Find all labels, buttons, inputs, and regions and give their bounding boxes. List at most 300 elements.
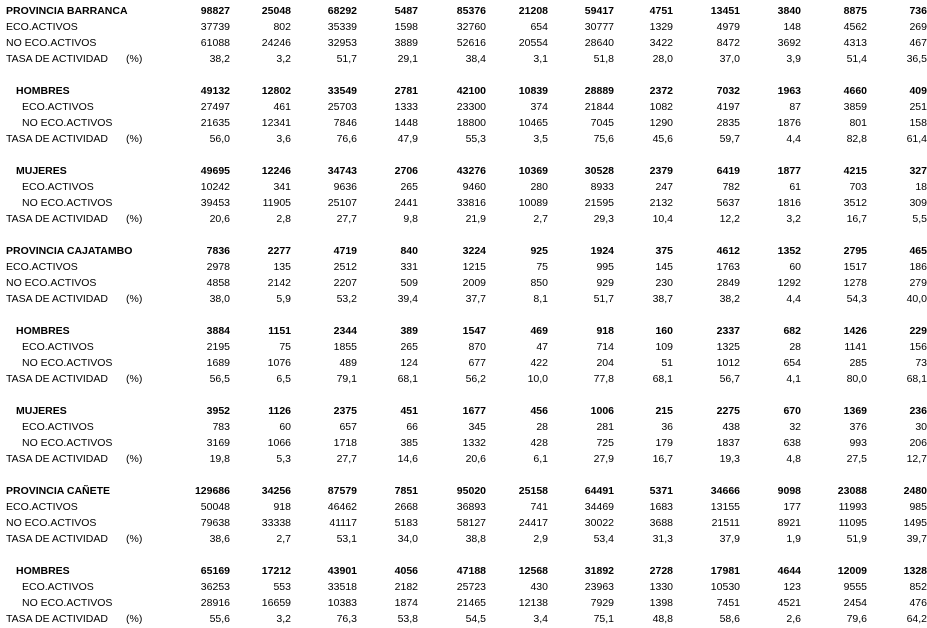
table-cell: 736 — [909, 5, 927, 17]
table-cell: 82,8 — [846, 133, 867, 145]
table-row — [0, 163, 927, 179]
table-cell: 438 — [722, 421, 740, 433]
table-cell: 35339 — [327, 21, 357, 33]
table-cell: 42100 — [456, 85, 486, 97]
table-cell: 469 — [530, 325, 548, 337]
table-row — [0, 595, 927, 611]
table-cell: 1278 — [843, 277, 867, 289]
table-cell: 682 — [783, 325, 801, 337]
table-cell: 160 — [655, 325, 673, 337]
table-cell: 53,4 — [593, 533, 614, 545]
table-cell: 341 — [273, 181, 291, 193]
table-cell: 2849 — [716, 277, 740, 289]
row-label: TASA DE ACTIVIDAD — [6, 373, 108, 385]
table-cell: 670 — [783, 405, 801, 417]
table-cell: 2275 — [716, 405, 740, 417]
table-cell: 95020 — [456, 485, 486, 497]
table-cell: 37739 — [200, 21, 230, 33]
table-cell: 1329 — [649, 21, 673, 33]
table-cell: 28889 — [584, 85, 614, 97]
table-cell: 2375 — [333, 405, 357, 417]
table-cell: 64491 — [584, 485, 614, 497]
table-cell: 36 — [661, 421, 673, 433]
table-cell: 3,4 — [533, 613, 548, 625]
table-cell: 10,4 — [652, 213, 673, 225]
row-label: TASA DE ACTIVIDAD — [6, 213, 108, 225]
table-cell: 40,0 — [906, 293, 927, 305]
table-cell: 4719 — [333, 245, 357, 257]
table-cell: 17981 — [710, 565, 740, 577]
table-cell: 186 — [909, 261, 927, 273]
table-cell: 281 — [596, 421, 614, 433]
table-cell: 993 — [849, 437, 867, 449]
table-cell: 1290 — [649, 117, 673, 129]
table-cell: 36893 — [456, 501, 486, 513]
table-cell: 1683 — [649, 501, 673, 513]
table-cell: 638 — [783, 437, 801, 449]
table-cell: 12,7 — [906, 453, 927, 465]
table-cell: 428 — [530, 437, 548, 449]
row-label: MUJERES — [16, 165, 67, 177]
table-cell: 17212 — [261, 565, 291, 577]
table-cell: 4612 — [716, 245, 740, 257]
table-cell: 38,0 — [209, 293, 230, 305]
table-cell: 29,3 — [593, 213, 614, 225]
table-cell: 7045 — [590, 117, 614, 129]
table-cell: 38,8 — [465, 533, 486, 545]
table-cell: 509 — [400, 277, 418, 289]
table-cell: 3224 — [462, 245, 486, 257]
table-cell: 16,7 — [652, 453, 673, 465]
table-cell: 33518 — [327, 581, 357, 593]
table-cell: 451 — [400, 405, 418, 417]
table-row — [0, 403, 927, 419]
row-label: NO ECO.ACTIVOS — [6, 277, 97, 289]
row-label: TASA DE ACTIVIDAD — [6, 453, 108, 465]
table-cell: 4979 — [716, 21, 740, 33]
table-cell: 4,1 — [786, 373, 801, 385]
table-cell: 5,3 — [276, 453, 291, 465]
table-cell: 1495 — [903, 517, 927, 529]
table-cell: 7836 — [206, 245, 230, 257]
table-cell: 10839 — [518, 85, 548, 97]
table-cell: 7846 — [333, 117, 357, 129]
table-row — [0, 563, 927, 579]
table-cell: 309 — [909, 197, 927, 209]
table-cell: 657 — [339, 421, 357, 433]
table-cell: 12138 — [518, 597, 548, 609]
table-cell: 51,8 — [593, 53, 614, 65]
row-label: ECO.ACTIVOS — [6, 261, 78, 273]
table-cell: 10369 — [518, 165, 548, 177]
table-cell: 4660 — [843, 85, 867, 97]
table-cell: 46462 — [327, 501, 357, 513]
table-cell: 3952 — [206, 405, 230, 417]
table-cell: 236 — [909, 405, 927, 417]
table-row — [0, 515, 927, 531]
table-cell: 10,0 — [527, 373, 548, 385]
table-cell: 25158 — [518, 485, 548, 497]
table-cell: 33338 — [261, 517, 291, 529]
table-cell: 75,1 — [593, 613, 614, 625]
row-label: ECO.ACTIVOS — [6, 501, 78, 513]
table-cell: 1126 — [268, 405, 291, 417]
table-cell: 13451 — [710, 5, 740, 17]
table-cell: 58,6 — [719, 613, 740, 625]
table-cell: 79,1 — [336, 373, 357, 385]
table-cell: 5,9 — [276, 293, 291, 305]
table-cell: 9,8 — [403, 213, 418, 225]
table-cell: 1763 — [716, 261, 740, 273]
table-cell: 2441 — [394, 197, 418, 209]
row-label: ECO.ACTIVOS — [6, 21, 78, 33]
table-cell: 229 — [909, 325, 927, 337]
table-cell: 741 — [530, 501, 548, 513]
table-cell: 783 — [212, 421, 230, 433]
table-cell: 3,5 — [533, 133, 548, 145]
table-cell: 80,0 — [846, 373, 867, 385]
table-cell: 27,7 — [336, 213, 357, 225]
table-cell: 18 — [915, 181, 927, 193]
table-cell: 8472 — [716, 37, 740, 49]
table-cell: 1352 — [777, 245, 801, 257]
row-label: ECO.ACTIVOS — [22, 101, 94, 113]
table-cell: 1598 — [394, 21, 418, 33]
row-label: NO ECO.ACTIVOS — [6, 37, 97, 49]
percent-unit: (%) — [126, 613, 143, 625]
table-cell: 3692 — [777, 37, 801, 49]
table-row — [0, 531, 927, 547]
table-cell: 553 — [273, 581, 291, 593]
table-cell: 135 — [273, 261, 291, 273]
table-cell: 85376 — [456, 5, 486, 17]
table-cell: 47188 — [456, 565, 486, 577]
row-label: ECO.ACTIVOS — [22, 341, 94, 353]
table-row — [0, 355, 927, 371]
table-cell: 10465 — [518, 117, 548, 129]
table-cell: 1837 — [716, 437, 740, 449]
table-cell: 1151 — [268, 325, 291, 337]
table-cell: 31,3 — [652, 533, 673, 545]
table-cell: 68,1 — [652, 373, 673, 385]
table-cell: 98827 — [200, 5, 230, 17]
row-label: NO ECO.ACTIVOS — [22, 357, 113, 369]
table-cell: 1292 — [777, 277, 801, 289]
table-cell: 55,6 — [209, 613, 230, 625]
percent-unit: (%) — [126, 373, 143, 385]
table-cell: 4562 — [843, 21, 867, 33]
table-cell: 30528 — [584, 165, 614, 177]
table-cell: 28640 — [584, 37, 614, 49]
table-cell: 3840 — [777, 5, 801, 17]
table-cell: 28916 — [200, 597, 230, 609]
table-cell: 75 — [536, 261, 548, 273]
table-cell: 41117 — [329, 517, 357, 529]
table-cell: 55,3 — [465, 133, 486, 145]
table-row — [0, 275, 927, 291]
table-row — [0, 195, 927, 211]
table-cell: 38,4 — [465, 53, 486, 65]
table-cell: 64,2 — [906, 613, 927, 625]
table-cell: 10242 — [200, 181, 230, 193]
table-cell: 28 — [789, 341, 801, 353]
table-cell: 12246 — [261, 165, 291, 177]
table-cell: 34743 — [327, 165, 357, 177]
table-cell: 33549 — [327, 85, 357, 97]
table-cell: 65169 — [200, 565, 230, 577]
table-cell: 1877 — [777, 165, 801, 177]
table-cell: 34469 — [584, 501, 614, 513]
table-cell: 1141 — [844, 341, 867, 353]
table-cell: 156 — [909, 341, 927, 353]
table-cell: 58127 — [456, 517, 486, 529]
table-cell: 3859 — [843, 101, 867, 113]
table-cell: 2795 — [843, 245, 867, 257]
table-cell: 36253 — [200, 581, 230, 593]
table-cell: 2512 — [333, 261, 357, 273]
table-cell: 75,6 — [593, 133, 614, 145]
table-cell: 18800 — [456, 117, 486, 129]
table-cell: 23963 — [584, 581, 614, 593]
table-cell: 177 — [783, 501, 801, 513]
table-cell: 56,7 — [719, 373, 740, 385]
table-cell: 345 — [468, 421, 486, 433]
percent-unit: (%) — [126, 293, 143, 305]
table-cell: 19,8 — [209, 453, 230, 465]
table-cell: 2372 — [649, 85, 673, 97]
table-cell: 1855 — [333, 341, 357, 353]
table-cell: 375 — [655, 245, 673, 257]
table-cell: 2344 — [333, 325, 357, 337]
table-row — [0, 243, 927, 259]
table-cell: 870 — [468, 341, 486, 353]
table-cell: 38,6 — [209, 533, 230, 545]
table-cell: 489 — [339, 357, 357, 369]
table-cell: 47 — [536, 341, 548, 353]
table-cell: 3889 — [394, 37, 418, 49]
table-cell: 61 — [789, 181, 801, 193]
table-cell: 21595 — [584, 197, 614, 209]
table-cell: 2,7 — [276, 533, 291, 545]
table-cell: 30022 — [584, 517, 614, 529]
table-cell: 1816 — [777, 197, 801, 209]
table-cell: 76,6 — [336, 133, 357, 145]
table-cell: 1517 — [843, 261, 867, 273]
table-cell: 409 — [909, 85, 927, 97]
table-cell: 56,0 — [209, 133, 230, 145]
table-cell: 123 — [783, 581, 801, 593]
table-cell: 265 — [400, 341, 418, 353]
table-cell: 1874 — [394, 597, 418, 609]
table-cell: 37,0 — [719, 53, 740, 65]
table-cell: 20,6 — [465, 453, 486, 465]
table-cell: 3,2 — [786, 213, 801, 225]
row-label: NO ECO.ACTIVOS — [22, 197, 113, 209]
table-cell: 43276 — [456, 165, 486, 177]
table-cell: 16659 — [261, 597, 291, 609]
table-cell: 12568 — [518, 565, 548, 577]
percent-unit: (%) — [126, 213, 143, 225]
table-cell: 3688 — [649, 517, 673, 529]
table-cell: 8933 — [590, 181, 614, 193]
table-cell: 3169 — [206, 437, 230, 449]
table-cell: 1076 — [267, 357, 291, 369]
table-cell: 2207 — [333, 277, 357, 289]
table-row — [0, 35, 927, 51]
table-cell: 109 — [655, 341, 673, 353]
table-cell: 30 — [915, 421, 927, 433]
table-cell: 2668 — [394, 501, 418, 513]
table-cell: 3884 — [206, 325, 230, 337]
table-cell: 87 — [789, 101, 801, 113]
table-cell: 2132 — [649, 197, 673, 209]
table-cell: 13155 — [710, 501, 740, 513]
table-cell: 4,8 — [786, 453, 801, 465]
table-cell: 52616 — [456, 37, 486, 49]
table-cell: 2480 — [903, 485, 927, 497]
table-cell: 461 — [273, 101, 291, 113]
table-cell: 1006 — [590, 405, 614, 417]
row-label: HOMBRES — [16, 85, 70, 97]
table-cell: 2142 — [267, 277, 291, 289]
table-row — [0, 371, 927, 387]
table-cell: 5487 — [394, 5, 418, 17]
table-cell: 21465 — [456, 597, 486, 609]
table-cell: 21208 — [518, 5, 548, 17]
table-cell: 25107 — [327, 197, 357, 209]
table-cell: 24246 — [261, 37, 291, 49]
table-cell: 77,8 — [593, 373, 614, 385]
table-cell: 2781 — [394, 85, 418, 97]
table-row — [0, 83, 927, 99]
table-cell: 54,5 — [465, 613, 486, 625]
table-cell: 51,4 — [846, 53, 867, 65]
table-cell: 34,0 — [397, 533, 418, 545]
percent-unit: (%) — [126, 533, 143, 545]
table-cell: 714 — [596, 341, 614, 353]
table-cell: 1332 — [462, 437, 486, 449]
table-cell: 66 — [406, 421, 418, 433]
table-cell: 39453 — [200, 197, 230, 209]
table-cell: 6,1 — [533, 453, 548, 465]
table-cell: 204 — [596, 357, 614, 369]
table-cell: 10530 — [710, 581, 740, 593]
row-label: PROVINCIA BARRANCA — [6, 5, 128, 17]
table-cell: 331 — [400, 261, 418, 273]
table-cell: 49695 — [200, 165, 230, 177]
row-label: HOMBRES — [16, 565, 70, 577]
table-cell: 20,6 — [209, 213, 230, 225]
table-cell: 28,0 — [652, 53, 673, 65]
table-cell: 33816 — [456, 197, 486, 209]
table-cell: 279 — [909, 277, 927, 289]
row-label: MUJERES — [16, 405, 67, 417]
table-cell: 4,4 — [786, 293, 801, 305]
table-cell: 8875 — [843, 5, 867, 17]
table-cell: 59,7 — [719, 133, 740, 145]
table-cell: 28 — [536, 421, 548, 433]
table-cell: 1215 — [462, 261, 486, 273]
table-cell: 2337 — [716, 325, 740, 337]
table-cell: 467 — [909, 37, 927, 49]
table-cell: 465 — [909, 245, 927, 257]
row-label: ECO.ACTIVOS — [22, 181, 94, 193]
table-cell: 21635 — [200, 117, 230, 129]
table-cell: 27497 — [200, 101, 230, 113]
table-cell: 73 — [915, 357, 927, 369]
table-cell: 25703 — [327, 101, 357, 113]
table-cell: 76,3 — [336, 613, 357, 625]
table-cell: 50048 — [200, 501, 230, 513]
table-cell: 1066 — [267, 437, 291, 449]
table-cell: 1328 — [903, 565, 927, 577]
table-cell: 925 — [530, 245, 548, 257]
table-cell: 1082 — [649, 101, 673, 113]
table-cell: 1677 — [462, 405, 486, 417]
table-row — [0, 339, 927, 355]
table-cell: 27,5 — [846, 453, 867, 465]
table-cell: 11905 — [262, 197, 291, 209]
table-cell: 3,1 — [533, 53, 548, 65]
table-cell: 852 — [909, 581, 927, 593]
row-label: ECO.ACTIVOS — [22, 421, 94, 433]
table-cell: 12009 — [837, 565, 867, 577]
table-cell: 802 — [273, 21, 291, 33]
table-row — [0, 3, 927, 19]
table-cell: 850 — [530, 277, 548, 289]
table-cell: 12341 — [261, 117, 291, 129]
table-cell: 11095 — [838, 517, 867, 529]
table-cell: 7851 — [394, 485, 418, 497]
table-row — [0, 579, 927, 595]
table-cell: 51,7 — [593, 293, 614, 305]
table-cell: 23088 — [837, 485, 867, 497]
table-cell: 79638 — [200, 517, 230, 529]
table-cell: 1448 — [394, 117, 418, 129]
table-row — [0, 611, 927, 627]
percent-unit: (%) — [126, 53, 143, 65]
table-cell: 60 — [789, 261, 801, 273]
table-cell: 53,2 — [336, 293, 357, 305]
table-cell: 51,9 — [846, 533, 867, 545]
row-label: TASA DE ACTIVIDAD — [6, 613, 108, 625]
table-cell: 21844 — [584, 101, 614, 113]
table-cell: 68,1 — [397, 373, 418, 385]
table-cell: 3,9 — [786, 53, 801, 65]
row-label: TASA DE ACTIVIDAD — [6, 293, 108, 305]
table-cell: 32 — [789, 421, 801, 433]
table-cell: 206 — [909, 437, 927, 449]
table-cell: 10089 — [518, 197, 548, 209]
table-cell: 61088 — [200, 37, 230, 49]
table-cell: 158 — [909, 117, 927, 129]
table-cell: 39,7 — [906, 533, 927, 545]
table-cell: 124 — [400, 357, 418, 369]
table-cell: 21,9 — [465, 213, 486, 225]
table-cell: 59417 — [584, 5, 614, 17]
table-cell: 3422 — [649, 37, 673, 49]
table-cell: 145 — [655, 261, 673, 273]
table-cell: 4644 — [777, 565, 801, 577]
table-cell: 43901 — [327, 565, 357, 577]
table-row — [0, 323, 927, 339]
table-cell: 129686 — [194, 485, 230, 497]
table-cell: 2195 — [206, 341, 230, 353]
table-cell: 5371 — [649, 485, 673, 497]
table-cell: 430 — [530, 581, 548, 593]
table-cell: 3512 — [843, 197, 867, 209]
table-cell: 38,2 — [209, 53, 230, 65]
